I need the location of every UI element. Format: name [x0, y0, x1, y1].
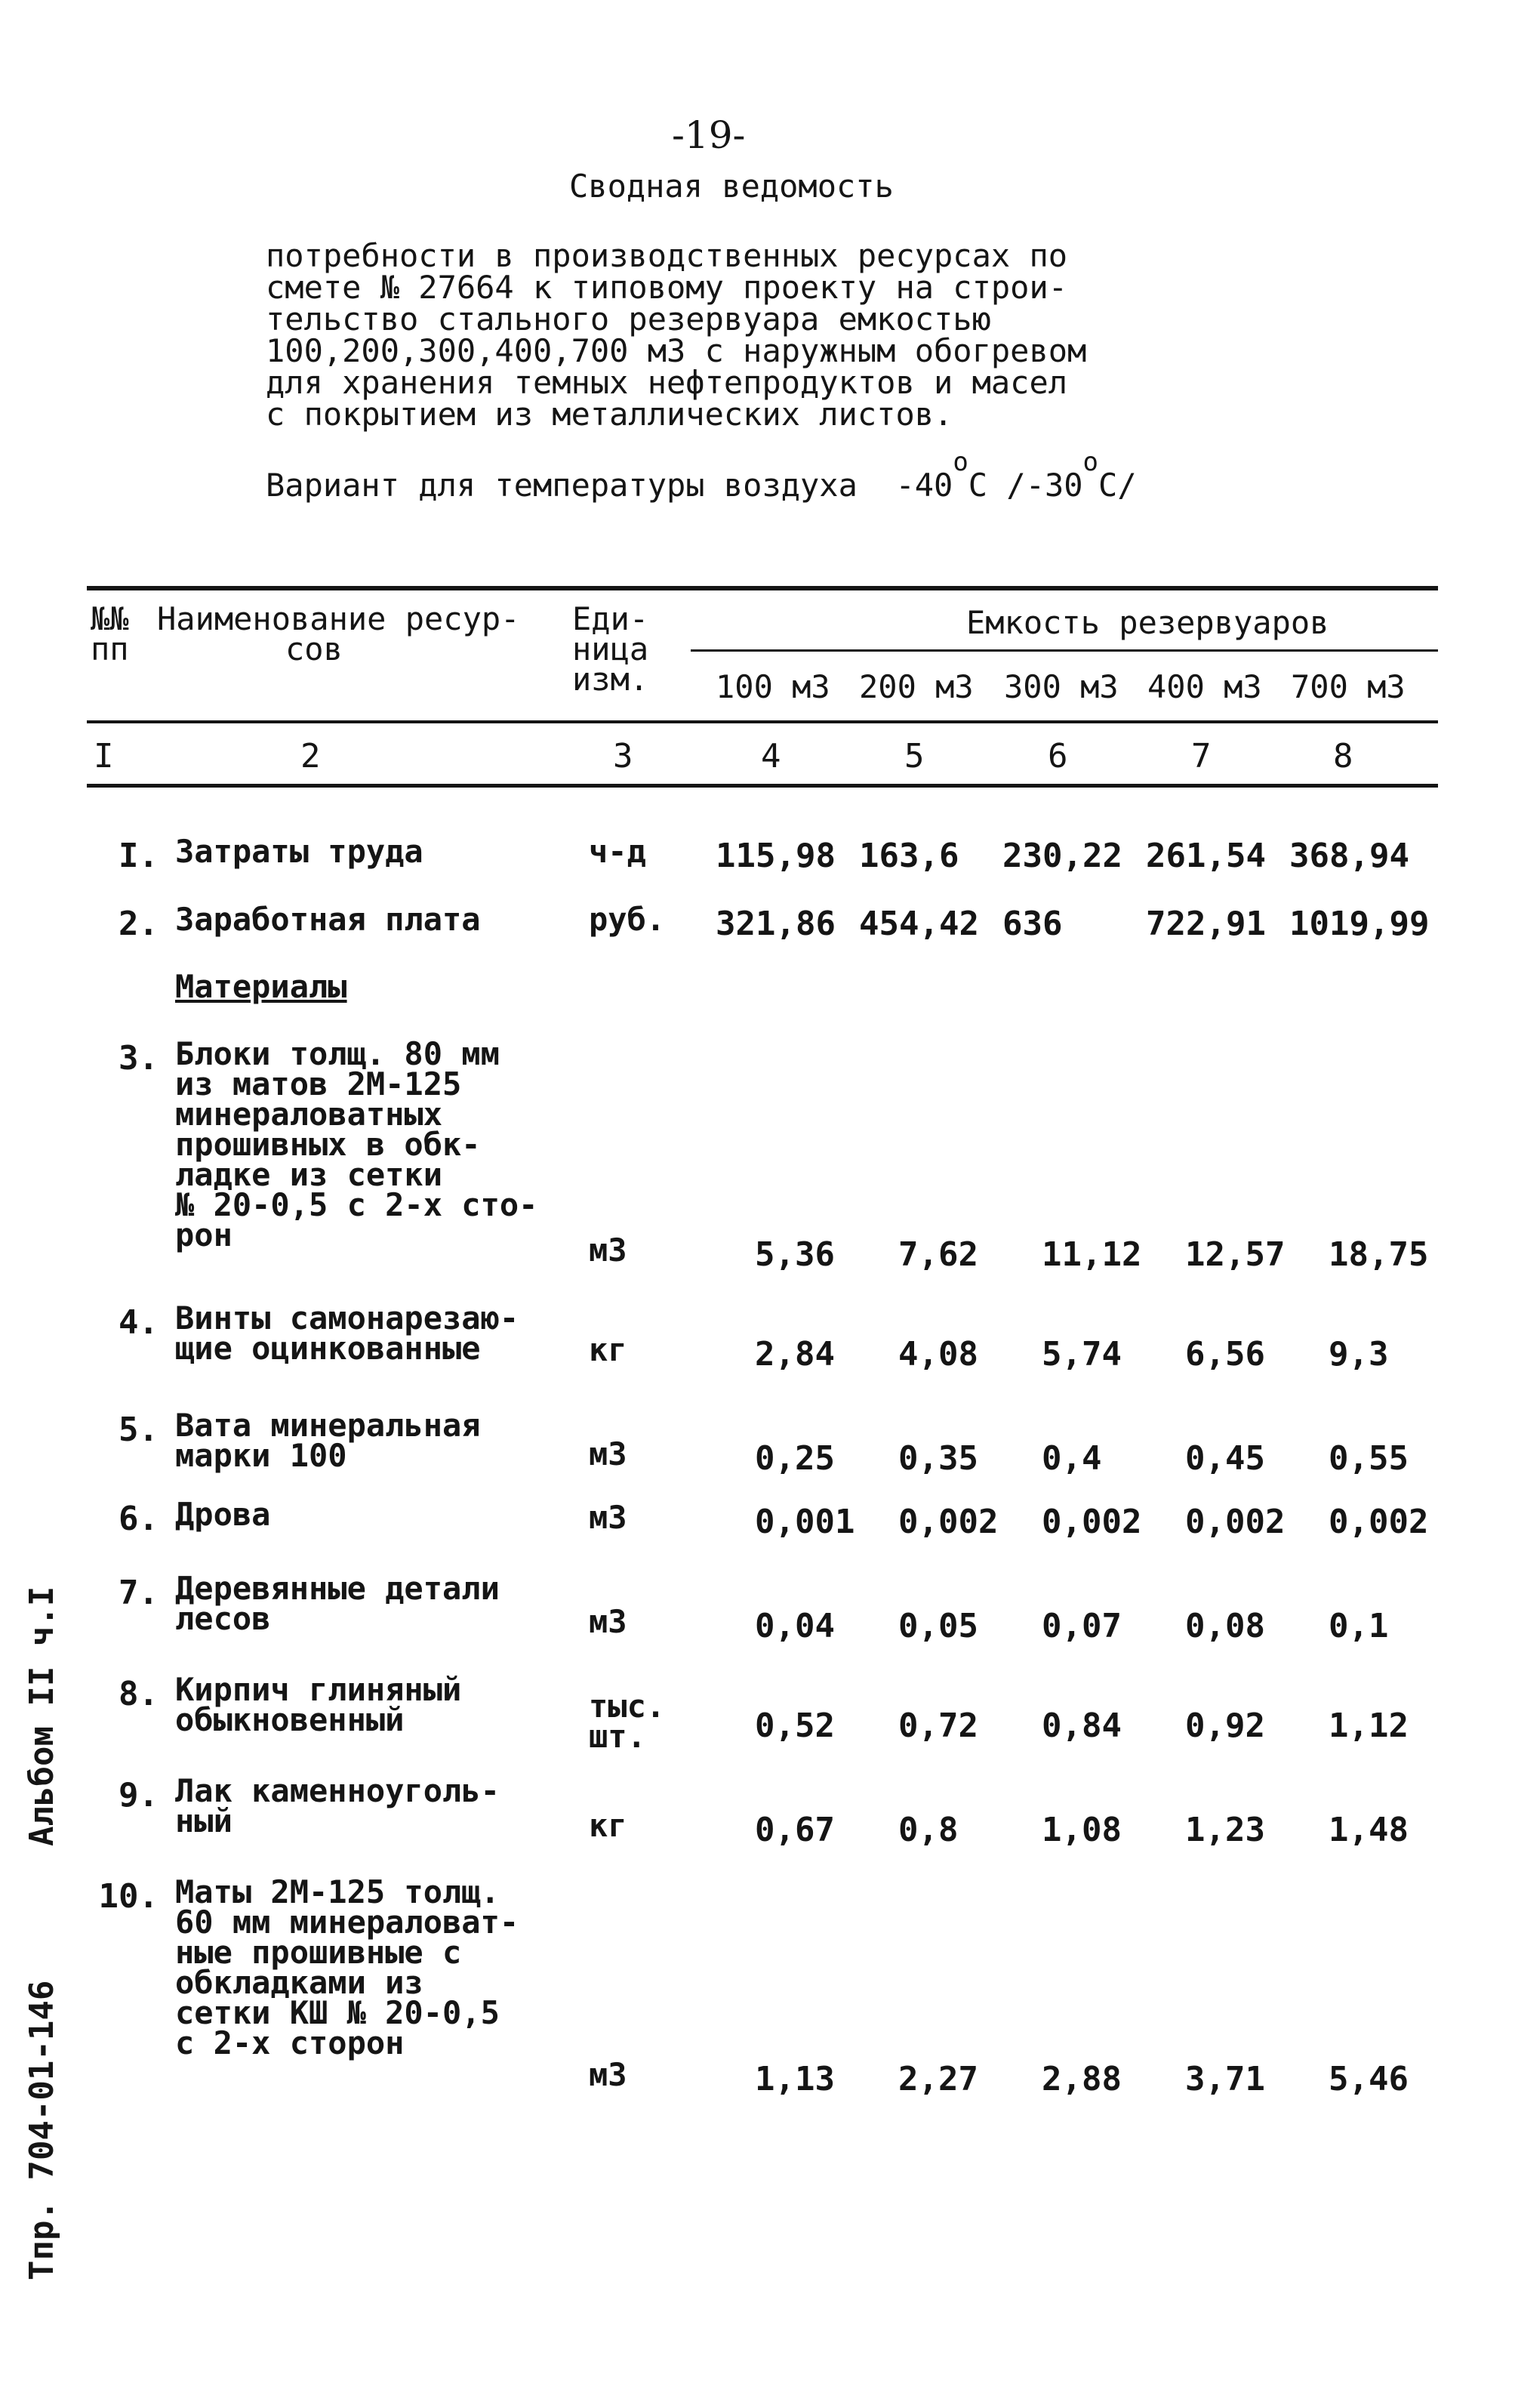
temperature-variant: [266, 447, 1137, 504]
resource-name-line: 60 мм минераловат-: [175, 1904, 519, 1941]
capacity-value: 5,46: [1329, 2060, 1409, 2098]
resource-name: [175, 1300, 519, 1367]
capacity-value: 0,001: [755, 1503, 855, 1541]
description-line: потребности в производственных ресурсах по: [266, 237, 1068, 274]
capacity-value: 7,62: [898, 1235, 978, 1274]
capacity-value: 0,002: [1185, 1503, 1286, 1541]
row-number: 6.: [119, 1500, 159, 1538]
resource-unit-line: м3: [589, 1232, 627, 1269]
capacity-value: 0,4: [1042, 1439, 1102, 1478]
row-number: 3.: [119, 1039, 159, 1078]
resource-name-line: № 20-0,5 с 2-х сто-: [175, 1186, 538, 1223]
header-capacity-300: 300 м3: [1004, 668, 1119, 705]
capacity-value: 12,57: [1185, 1235, 1286, 1274]
capacity-value: 1,12: [1329, 1707, 1409, 1745]
capacity-value: 261,54: [1146, 837, 1266, 875]
resource-unit: [589, 833, 646, 870]
capacity-value: 636: [1002, 905, 1063, 943]
degree-mark: o: [1082, 447, 1099, 477]
resource-unit-line: шт.: [589, 1718, 646, 1755]
capacity-value: 0,1: [1329, 1607, 1389, 1645]
resource-name: [175, 1873, 519, 2061]
column-number: 7: [1191, 737, 1212, 775]
capacity-value: 5,36: [755, 1235, 835, 1274]
capacity-value: 321,86: [716, 905, 836, 943]
description-line: с покрытием из металлических листов.: [266, 396, 953, 433]
resource-unit-line: м3: [589, 2056, 627, 2093]
resource-name: [175, 1671, 462, 1738]
resource-unit: [589, 901, 666, 938]
header-resource-name: Наименование ресур- сов: [157, 600, 520, 668]
column-number: 2: [300, 737, 321, 775]
resource-name: [175, 1407, 481, 1474]
capacity-value: 18,75: [1329, 1235, 1429, 1274]
capacity-value: 454,42: [859, 905, 979, 943]
capacity-value: 5,74: [1042, 1335, 1122, 1374]
resource-unit: [589, 1232, 627, 1269]
resource-unit: [589, 1603, 627, 1640]
row-number: I.: [119, 837, 159, 875]
resource-name-line: Лак каменноуголь-: [175, 1772, 500, 1809]
column-number: 8: [1333, 737, 1353, 775]
capacity-value: 0,25: [755, 1439, 835, 1478]
resource-unit-line: кг: [589, 1331, 627, 1368]
capacity-value: 0,08: [1185, 1607, 1265, 1645]
capacity-value: 1,48: [1329, 1811, 1409, 1849]
capacity-value: 1,08: [1042, 1811, 1122, 1849]
resource-name-line: Деревянные детали: [175, 1570, 500, 1607]
resource-name-line: с 2-х сторон: [175, 2024, 405, 2061]
capacity-value: 0,35: [898, 1439, 978, 1478]
resource-name: [175, 833, 423, 870]
variant-label: Вариант для температуры воздуха: [266, 467, 858, 504]
capacity-value: 0,002: [1042, 1503, 1142, 1541]
capacity-header-rule: [691, 649, 1438, 652]
capacity-value: 0,8: [898, 1811, 959, 1849]
variant-unit: С: [968, 467, 988, 504]
resource-unit-line: м3: [589, 1435, 627, 1472]
resource-unit-line: тыс.: [589, 1688, 666, 1725]
row-number: 10.: [98, 1877, 159, 1916]
capacity-value: 11,12: [1042, 1235, 1142, 1274]
capacity-value: 0,52: [755, 1707, 835, 1745]
capacity-value: 2,84: [755, 1335, 835, 1374]
resource-name-line: Дрова: [175, 1496, 271, 1533]
capacity-value: 0,05: [898, 1607, 978, 1645]
section-materials: Материалы: [175, 968, 347, 1005]
resource-name-line: минераловатных: [175, 1096, 443, 1133]
column-number: 5: [904, 737, 925, 775]
document-description: [266, 237, 1087, 433]
row-number: 7.: [119, 1574, 159, 1612]
resource-name-line: обкладками из: [175, 1964, 423, 2001]
capacity-value: 0,002: [898, 1503, 999, 1541]
resource-unit-line: м3: [589, 1499, 627, 1536]
resource-name-line: рон: [175, 1216, 232, 1253]
header-bottom-rule: [87, 720, 1438, 723]
resource-name-line: ладке из сетки: [175, 1156, 443, 1193]
capacity-value: 230,22: [1002, 837, 1122, 875]
capacity-value: 2,88: [1042, 2060, 1122, 2098]
resource-name-line: щие оцинкованные: [175, 1330, 481, 1367]
resource-name-line: Заработная плата: [175, 901, 481, 938]
capacity-value: 0,67: [755, 1811, 835, 1849]
resource-name-line: обыкновенный: [175, 1701, 405, 1738]
capacity-value: 4,08: [898, 1335, 978, 1374]
resource-name-line: Винты самонарезаю-: [175, 1300, 519, 1337]
variant-t1: -40: [895, 467, 953, 504]
header-num: №№ пп: [91, 600, 129, 668]
column-number: I: [94, 737, 114, 775]
resource-name-line: ный: [175, 1802, 232, 1839]
description-line: тельство стального резервуара емкостью: [266, 301, 991, 338]
capacity-value: 0,04: [755, 1607, 835, 1645]
resource-unit-line: кг: [589, 1807, 627, 1844]
header-capacity-700: 700 м3: [1291, 668, 1406, 705]
row-number: 4.: [119, 1303, 159, 1342]
variant-separator: /: [1006, 467, 1026, 504]
resource-name-line: марки 100: [175, 1437, 347, 1474]
resource-unit-line: ч-д: [589, 833, 646, 870]
resource-unit-line: руб.: [589, 901, 666, 938]
description-line: смете № 27664 к типовому проекту на строи-: [266, 269, 1068, 306]
row-number: 8.: [119, 1675, 159, 1713]
resource-unit: [589, 1331, 627, 1368]
capacity-value: 1,13: [755, 2060, 835, 2098]
capacity-value: 0,45: [1185, 1439, 1265, 1478]
capacity-value: 1019,99: [1289, 905, 1430, 943]
resource-name-line: Кирпич глиняный: [175, 1671, 462, 1708]
resource-unit: [589, 1499, 627, 1536]
resource-unit: [589, 1688, 666, 1755]
column-numbers-rule: [87, 784, 1438, 788]
capacity-value: 3,71: [1185, 2060, 1265, 2098]
variant-t2: -30: [1025, 467, 1083, 504]
description-line: 100,200,300,400,700 м3 с наружным обогревом: [266, 332, 1087, 369]
capacity-value: 2,27: [898, 2060, 978, 2098]
resource-name-line: ные прошивные с: [175, 1934, 462, 1971]
capacity-value: 0,72: [898, 1707, 978, 1745]
table-top-rule: [87, 586, 1438, 590]
resource-unit: [589, 1435, 627, 1472]
capacity-value: 1,23: [1185, 1811, 1265, 1849]
resource-unit: [589, 1807, 627, 1844]
capacity-value: 722,91: [1146, 905, 1266, 943]
side-code-label: Тпр. 704-01-146: [23, 1980, 61, 2280]
header-capacity: Емкость резервуаров: [966, 604, 1329, 641]
resource-name: [175, 1496, 271, 1533]
resource-name: [175, 1772, 500, 1839]
resource-name-line: сетки КШ № 20-0,5: [175, 1994, 500, 2031]
resource-name-line: прошивных в обк-: [175, 1126, 481, 1163]
capacity-value: 163,6: [859, 837, 959, 875]
resource-name: [175, 901, 481, 938]
row-number: 9.: [119, 1776, 159, 1814]
capacity-value: 0,55: [1329, 1439, 1409, 1478]
resource-name-line: из матов 2М-125: [175, 1065, 462, 1102]
degree-mark: o: [953, 447, 968, 477]
capacity-value: 6,56: [1185, 1335, 1265, 1374]
resource-unit: [589, 2056, 627, 2093]
side-album-label: Альбом II ч.I: [23, 1586, 61, 1846]
capacity-value: 0,002: [1329, 1503, 1429, 1541]
header-capacity-400: 400 м3: [1147, 668, 1262, 705]
capacity-value: 368,94: [1289, 837, 1409, 875]
header-capacity-200: 200 м3: [859, 668, 974, 705]
row-number: 2.: [119, 905, 159, 943]
resource-name-line: лесов: [175, 1600, 271, 1637]
header-unit: Еди- ница изм.: [572, 600, 649, 698]
resource-name-line: Затраты труда: [175, 833, 423, 870]
column-number: 3: [613, 737, 633, 775]
capacity-value: 115,98: [716, 837, 836, 875]
capacity-value: 0,07: [1042, 1607, 1122, 1645]
capacity-value: 0,84: [1042, 1707, 1122, 1745]
row-number: 5.: [119, 1411, 159, 1449]
resource-name: [175, 1035, 538, 1253]
document-title: Сводная ведомость: [569, 168, 894, 205]
column-number: 4: [761, 737, 781, 775]
capacity-value: 0,92: [1185, 1707, 1265, 1745]
resource-name-line: Блоки толщ. 80 мм: [175, 1035, 500, 1072]
page-number: -19-: [672, 113, 746, 157]
column-number: 6: [1048, 737, 1068, 775]
description-line: для хранения темных нефтепродуктов и масел: [266, 364, 1068, 401]
capacity-value: 9,3: [1329, 1335, 1389, 1374]
variant-unit: С: [1098, 467, 1118, 504]
resource-name-line: Вата минеральная: [175, 1407, 481, 1444]
resource-name: [175, 1570, 500, 1637]
header-capacity-100: 100 м3: [716, 668, 830, 705]
resource-name-line: Маты 2М-125 толщ.: [175, 1873, 500, 1910]
resource-unit-line: м3: [589, 1603, 627, 1640]
variant-end: /: [1117, 467, 1137, 504]
